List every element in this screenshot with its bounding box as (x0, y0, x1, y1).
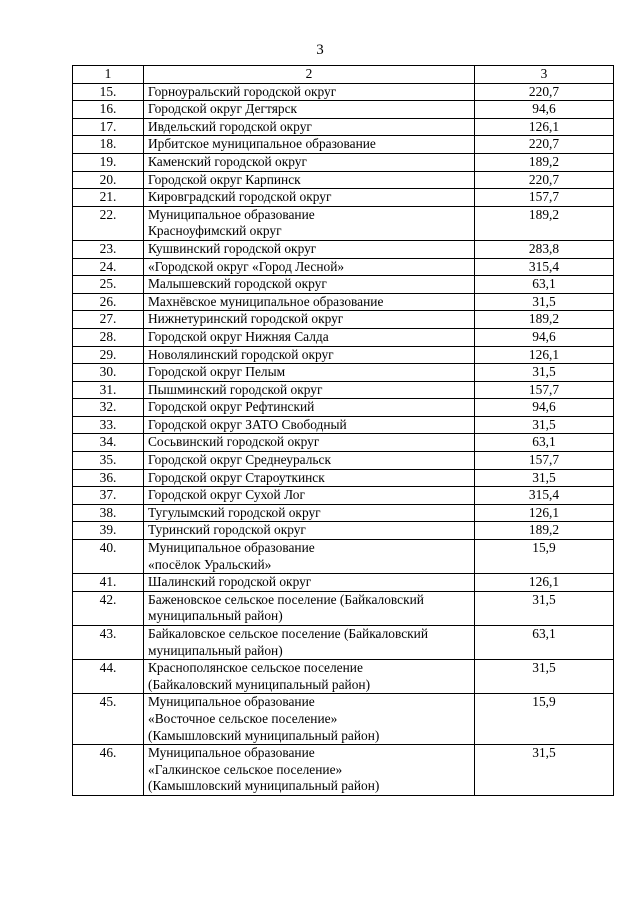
table-row (73, 83, 614, 101)
table-row (73, 469, 614, 487)
row-number-cell: 26. (73, 293, 144, 311)
municipality-name-cell: Горноуральский городской округ (144, 83, 475, 101)
municipality-name-cell: Муниципальное образование «посёлок Уральский» (144, 540, 475, 574)
municipality-name-cell: Кировградский городской округ (144, 189, 475, 207)
row-number-cell: 19. (73, 153, 144, 171)
municipality-name-cell: Муниципальное образование «Галкинское сельское поселение» (Камышловский муниципальный район) (144, 745, 475, 796)
row-number-cell: 16. (73, 101, 144, 119)
allocation-table (72, 65, 614, 796)
page-number: 3 (316, 42, 324, 58)
municipality-name-cell: Городской округ Староуткинск (144, 469, 475, 487)
amount-cell: 63,1 (475, 434, 614, 452)
column-header-value: 3 (475, 66, 614, 84)
row-number-cell: 18. (73, 136, 144, 154)
amount-cell: 63,1 (475, 276, 614, 294)
row-number-cell: 37. (73, 487, 144, 505)
row-number-cell: 20. (73, 171, 144, 189)
amount-cell: 189,2 (475, 206, 614, 240)
table-header (73, 66, 614, 84)
amount-cell: 94,6 (475, 328, 614, 346)
row-number-cell: 25. (73, 276, 144, 294)
municipality-name-cell: Городской округ Среднеуральск (144, 452, 475, 470)
municipality-name-cell: Муниципальное образование Красноуфимский округ (144, 206, 475, 240)
amount-cell: 220,7 (475, 171, 614, 189)
amount-cell: 31,5 (475, 293, 614, 311)
amount-cell: 15,9 (475, 694, 614, 745)
table-row (73, 293, 614, 311)
municipality-name-cell: Байкаловское сельское поселение (Байкаловский муниципальный район) (144, 626, 475, 660)
table-row (73, 574, 614, 592)
municipality-name-cell: Тугулымский городской округ (144, 504, 475, 522)
amount-cell: 31,5 (475, 591, 614, 625)
row-number-cell: 41. (73, 574, 144, 592)
row-number-cell: 31. (73, 381, 144, 399)
row-number-cell: 32. (73, 399, 144, 417)
municipality-name-cell: Городской округ Пелым (144, 364, 475, 382)
table-row (73, 504, 614, 522)
header-row (73, 66, 614, 84)
municipality-name-cell: Городской округ Рефтинский (144, 399, 475, 417)
row-number-cell: 29. (73, 346, 144, 364)
municipality-name-cell: Каменский городской округ (144, 153, 475, 171)
table-row (73, 346, 614, 364)
table-row (73, 136, 614, 154)
table-row (73, 660, 614, 694)
amount-cell: 31,5 (475, 416, 614, 434)
table-row (73, 626, 614, 660)
amount-cell: 94,6 (475, 101, 614, 119)
amount-cell: 189,2 (475, 153, 614, 171)
municipality-name-cell: Ивдельский городской округ (144, 118, 475, 136)
amount-cell: 63,1 (475, 626, 614, 660)
amount-cell: 126,1 (475, 118, 614, 136)
amount-cell: 31,5 (475, 469, 614, 487)
table-row (73, 118, 614, 136)
table-row (73, 364, 614, 382)
table-row (73, 240, 614, 258)
municipality-name-cell: Шалинский городской округ (144, 574, 475, 592)
table-row (73, 694, 614, 745)
municipality-name-cell: Махнёвское муниципальное образование (144, 293, 475, 311)
column-header-number: 1 (73, 66, 144, 84)
amount-cell: 189,2 (475, 522, 614, 540)
table-row (73, 328, 614, 346)
municipality-name-cell: Туринский городской округ (144, 522, 475, 540)
table-row (73, 258, 614, 276)
municipality-name-cell: «Городской округ «Город Лесной» (144, 258, 475, 276)
municipality-name-cell: Кушвинский городской округ (144, 240, 475, 258)
table-row (73, 206, 614, 240)
municipality-name-cell: Малышевский городской округ (144, 276, 475, 294)
row-number-cell: 43. (73, 626, 144, 660)
municipality-name-cell: Муниципальное образование «Восточное сельское поселение» (Камышловский муниципальный район) (144, 694, 475, 745)
amount-cell: 31,5 (475, 745, 614, 796)
amount-cell: 157,7 (475, 452, 614, 470)
amount-cell: 157,7 (475, 189, 614, 207)
municipality-name-cell: Новолялинский городской округ (144, 346, 475, 364)
table-row (73, 416, 614, 434)
table-row (73, 745, 614, 796)
row-number-cell: 44. (73, 660, 144, 694)
amount-cell: 126,1 (475, 574, 614, 592)
row-number-cell: 15. (73, 83, 144, 101)
municipality-name-cell: Ирбитское муниципальное образование (144, 136, 475, 154)
row-number-cell: 42. (73, 591, 144, 625)
amount-cell: 315,4 (475, 487, 614, 505)
municipality-name-cell: Краснополянское сельское поселение (Байкаловский муниципальный район) (144, 660, 475, 694)
amount-cell: 126,1 (475, 346, 614, 364)
row-number-cell: 34. (73, 434, 144, 452)
row-number-cell: 30. (73, 364, 144, 382)
row-number-cell: 17. (73, 118, 144, 136)
table-row (73, 171, 614, 189)
table-row (73, 522, 614, 540)
row-number-cell: 38. (73, 504, 144, 522)
row-number-cell: 22. (73, 206, 144, 240)
amount-cell: 15,9 (475, 540, 614, 574)
amount-cell: 126,1 (475, 504, 614, 522)
municipality-name-cell: Пышминский городской округ (144, 381, 475, 399)
municipality-name-cell: Баженовское сельское поселение (Байкаловский муниципальный район) (144, 591, 475, 625)
table-row (73, 434, 614, 452)
table-row (73, 487, 614, 505)
table-row (73, 381, 614, 399)
row-number-cell: 39. (73, 522, 144, 540)
table-row (73, 540, 614, 574)
municipality-name-cell: Нижнетуринский городской округ (144, 311, 475, 329)
amount-cell: 157,7 (475, 381, 614, 399)
row-number-cell: 21. (73, 189, 144, 207)
table-row (73, 189, 614, 207)
row-number-cell: 40. (73, 540, 144, 574)
amount-cell: 189,2 (475, 311, 614, 329)
amount-cell: 220,7 (475, 136, 614, 154)
row-number-cell: 23. (73, 240, 144, 258)
row-number-cell: 24. (73, 258, 144, 276)
municipality-name-cell: Городской округ Дегтярск (144, 101, 475, 119)
table-row (73, 452, 614, 470)
table-row (73, 311, 614, 329)
row-number-cell: 35. (73, 452, 144, 470)
amount-cell: 31,5 (475, 364, 614, 382)
table-body (73, 83, 614, 795)
row-number-cell: 46. (73, 745, 144, 796)
table-row (73, 153, 614, 171)
municipality-name-cell: Сосьвинский городской округ (144, 434, 475, 452)
table-row (73, 276, 614, 294)
amount-cell: 220,7 (475, 83, 614, 101)
column-header-name: 2 (144, 66, 475, 84)
table-row (73, 399, 614, 417)
row-number-cell: 36. (73, 469, 144, 487)
row-number-cell: 33. (73, 416, 144, 434)
municipality-name-cell: Городской округ Сухой Лог (144, 487, 475, 505)
amount-cell: 315,4 (475, 258, 614, 276)
amount-cell: 31,5 (475, 660, 614, 694)
row-number-cell: 28. (73, 328, 144, 346)
municipality-name-cell: Городской округ ЗАТО Свободный (144, 416, 475, 434)
amount-cell: 94,6 (475, 399, 614, 417)
table-row (73, 591, 614, 625)
table-row (73, 101, 614, 119)
municipality-name-cell: Городской округ Карпинск (144, 171, 475, 189)
municipality-name-cell: Городской округ Нижняя Салда (144, 328, 475, 346)
row-number-cell: 27. (73, 311, 144, 329)
row-number-cell: 45. (73, 694, 144, 745)
amount-cell: 283,8 (475, 240, 614, 258)
